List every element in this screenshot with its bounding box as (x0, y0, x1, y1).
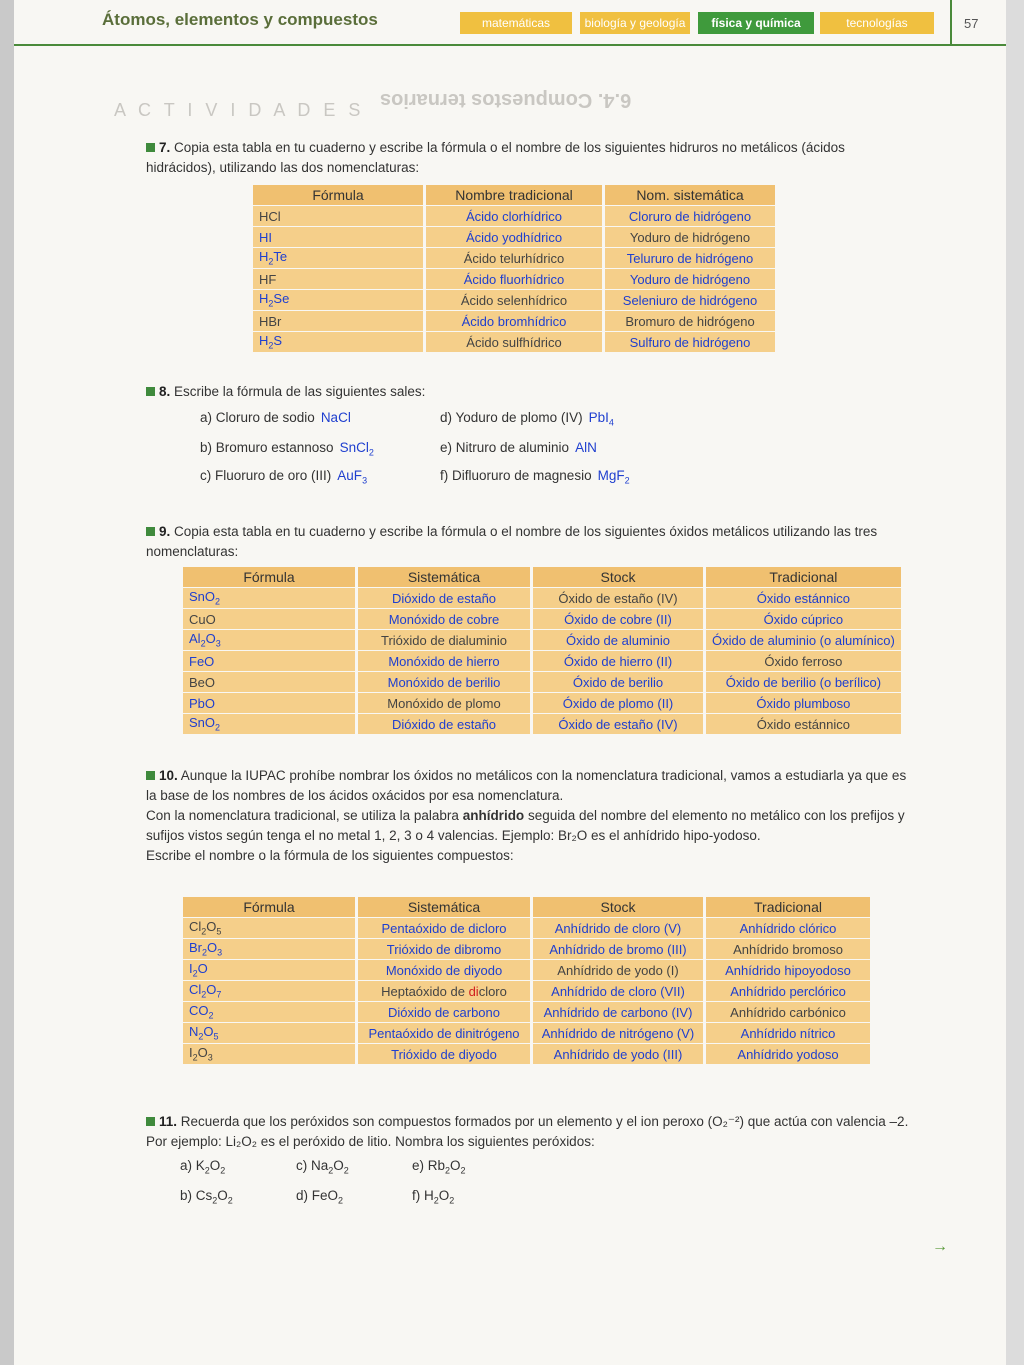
table-cell: Monóxido de cobre (358, 609, 530, 629)
salt-item (440, 410, 614, 428)
table-header: Tradicional (706, 567, 901, 587)
exercise-number: 8. (159, 384, 171, 399)
table-cell: $H_2Te$ (253, 248, 423, 268)
table-header: Fórmula (253, 185, 423, 205)
table-cell: Óxido de estaño (IV) (533, 588, 703, 608)
table-row (183, 918, 870, 938)
bleed-through-title: 6.4. Compuestos ternarios (380, 89, 632, 111)
table-cell: Ácido sulfhídrico (426, 332, 602, 352)
table-cell: Óxido estánnico (706, 714, 901, 734)
exercise-text: Copia esta tabla en tu cuaderno y escribe la fórmula o el nombre de los siguientes óxidos metálicos utilizando las tres nomenclaturas: (146, 524, 878, 559)
table-row (183, 693, 901, 713)
exercise-text-2a: Con la nomenclatura tradicional, se utiliza la palabra (146, 808, 463, 823)
bullet-square-icon (146, 143, 155, 152)
table-cell: FeO (183, 651, 355, 671)
table-cell: Sulfuro de hidrógeno (605, 332, 775, 352)
salt-item (200, 410, 351, 425)
exercise-text: Copia esta tabla en tu cuaderno y escribe la fórmula o el nombre de los siguientes hidruros no metálicos (ácidos hidrácidos), utilizando las dos nomenclaturas: (146, 140, 845, 175)
salt-label: c) Fluoruro de oro (III) (200, 468, 332, 483)
page-edge-shadow (0, 0, 14, 1365)
table-row (183, 1023, 870, 1043)
table-cell: Anhídrido de carbono (IV) (533, 1002, 703, 1022)
exercise-8 (146, 382, 916, 402)
exercise-number: 11. (159, 1114, 178, 1129)
table-row (183, 630, 901, 650)
table-cell: Heptaóxido de dicloro (358, 981, 530, 1001)
table-row (183, 981, 870, 1001)
exercise-text-2c: seguida del nombre del elemento no metálico con los prefijos y sufijos vistos según tenga el no metal 1, 2, 3 o 4 valencias. Ejemplo: Br₂O es el anhídrido hipo-yodoso. (146, 808, 905, 843)
table-cell: $CO_2$ (183, 1002, 355, 1022)
table-row (183, 672, 901, 692)
salt-answer: AlN (575, 440, 597, 455)
table-cell: Trióxido de diyodo (358, 1044, 530, 1064)
exercise-text: Recuerda que los peróxidos son compuestos formados por un elemento y el ion peroxo (O₂⁻²) que actúa con valencia –2. Por ejemplo: Li₂O₂ es el peróxido de litio. Nombra los siguientes peróxidos: (146, 1114, 909, 1149)
table-cell: HCl (253, 206, 423, 226)
metal-oxides-table (180, 566, 904, 735)
salt-answer: SnCl$_2$ (339, 440, 374, 458)
table-row (183, 609, 901, 629)
table-header: Sistemática (358, 567, 530, 587)
exercise-7 (146, 138, 916, 178)
table-header: Fórmula (183, 897, 355, 917)
table-row (253, 290, 775, 310)
exercise-number: 7. (159, 140, 171, 155)
table-row (183, 651, 901, 671)
table-row (253, 248, 775, 268)
table-cell: Anhídrido hipoyodoso (706, 960, 870, 980)
keyword-anhidrido: anhídrido (462, 808, 525, 823)
salt-label: e) Nitruro de aluminio (440, 440, 570, 455)
table-cell: Dióxido de carbono (358, 1002, 530, 1022)
table-header: Tradicional (706, 897, 870, 917)
salt-answer: PbI$_4$ (588, 410, 614, 428)
table-row (183, 588, 901, 608)
table-cell: BeO (183, 672, 355, 692)
table-cell: Anhídrido de yodo (III) (533, 1044, 703, 1064)
table-cell: Óxido de aluminio (o alumínico) (706, 630, 901, 650)
salt-answer: MgF$_2$ (597, 468, 630, 486)
peroxide-item: e) $Rb_2O_2$ (412, 1158, 466, 1176)
page-number: 57 (964, 16, 979, 31)
table-row (253, 269, 775, 289)
salt-item (440, 440, 597, 455)
table-row (253, 206, 775, 226)
table-cell: Anhídrido de cloro (V) (533, 918, 703, 938)
table-cell: Óxido ferroso (706, 651, 901, 671)
table-cell: Trióxido de dibromo (358, 939, 530, 959)
nonmetal-oxides-table (180, 896, 873, 1065)
tab-matematicas: matemáticas (460, 12, 572, 34)
salt-answer: AuF$_3$ (337, 468, 368, 486)
table-cell: $H_2Se$ (253, 290, 423, 310)
table-cell: Ácido clorhídrico (426, 206, 602, 226)
bullet-square-icon (146, 527, 155, 536)
hydrides-table (250, 184, 778, 353)
table-row (183, 714, 901, 734)
bullet-square-icon (146, 387, 155, 396)
table-cell: Óxido de aluminio (533, 630, 703, 650)
table-cell: Monóxido de plomo (358, 693, 530, 713)
table-cell: Óxido de berilio (533, 672, 703, 692)
salt-item (200, 468, 367, 486)
table-cell: Pentaóxido de dinitrógeno (358, 1023, 530, 1043)
table-header: Nombre tradicional (426, 185, 602, 205)
table-cell: PbO (183, 693, 355, 713)
table-cell: Anhídrido nítrico (706, 1023, 870, 1043)
table-cell: Óxido estánnico (706, 588, 901, 608)
table-cell: Anhídrido yodoso (706, 1044, 870, 1064)
table-cell: HI (253, 227, 423, 247)
table-cell: Óxido de hierro (II) (533, 651, 703, 671)
table-cell: Anhídrido clórico (706, 918, 870, 938)
table-row (183, 1002, 870, 1022)
table-cell: $Al_2O_3$ (183, 630, 355, 650)
table-cell: Óxido de berilio (o berílico) (706, 672, 901, 692)
table-cell: SnO$_2$ (183, 588, 355, 608)
chapter-title: Átomos, elementos y compuestos (102, 10, 378, 29)
table-cell: Anhídrido bromoso (706, 939, 870, 959)
table-cell: Óxido de estaño (IV) (533, 714, 703, 734)
table-cell: SnO$_2$ (183, 714, 355, 734)
table-cell: HF (253, 269, 423, 289)
table-cell: Monóxido de berilio (358, 672, 530, 692)
header-divider (950, 0, 952, 46)
table-cell: Ácido fluorhídrico (426, 269, 602, 289)
table-cell: $I_2O$ (183, 960, 355, 980)
table-cell: Anhídrido de bromo (III) (533, 939, 703, 959)
table-cell: Ácido yodhídrico (426, 227, 602, 247)
table-row (253, 311, 775, 331)
table-cell: $H_2S$ (253, 332, 423, 352)
table-header: Sistemática (358, 897, 530, 917)
tab-biologia: biología y geología (580, 12, 690, 34)
table-cell: Anhídrido de yodo (I) (533, 960, 703, 980)
salt-label: a) Cloruro de sodio (200, 410, 315, 425)
table-row (253, 332, 775, 352)
table-cell: Óxido de cobre (II) (533, 609, 703, 629)
table-row (253, 227, 775, 247)
peroxide-item: c) $Na_2O_2$ (296, 1158, 349, 1176)
table-cell: Anhídrido perclórico (706, 981, 870, 1001)
table-cell: Dióxido de estaño (358, 588, 530, 608)
table-cell: Dióxido de estaño (358, 714, 530, 734)
exercise-number: 10. (159, 768, 178, 783)
bullet-square-icon (146, 771, 155, 780)
table-cell: Anhídrido de cloro (VII) (533, 981, 703, 1001)
table-cell: Óxido cúprico (706, 609, 901, 629)
table-header: Stock (533, 897, 703, 917)
table-cell: Pentaóxido de dicloro (358, 918, 530, 938)
exercise-11 (146, 1112, 916, 1152)
table-cell: $Br_2O_3$ (183, 939, 355, 959)
table-cell: Ácido telurhídrico (426, 248, 602, 268)
table-cell: Ácido bromhídrico (426, 311, 602, 331)
table-cell: $N_2O_5$ (183, 1023, 355, 1043)
exercise-text-3: Escribe el nombre o la fórmula de los siguientes compuestos: (146, 848, 514, 863)
salt-item (200, 440, 374, 458)
table-cell: $I_2O_3$ (183, 1044, 355, 1064)
table-cell: Trióxido de dialuminio (358, 630, 530, 650)
exercise-10 (146, 766, 916, 866)
table-header: Fórmula (183, 567, 355, 587)
tab-tecnologias: tecnologías (820, 12, 934, 34)
bleed-through-actividades: A C T I V I D A D E S (114, 100, 365, 120)
exercise-9 (146, 522, 916, 562)
salt-label: b) Bromuro estannoso (200, 440, 334, 455)
salt-answer: NaCl (320, 410, 351, 425)
peroxide-item: d) FeO$_2$ (296, 1188, 344, 1206)
table-header: Stock (533, 567, 703, 587)
header-rule (14, 44, 1006, 46)
table-row (183, 960, 870, 980)
table-cell: Bromuro de hidrógeno (605, 311, 775, 331)
peroxide-item: b) $Cs_2O_2$ (180, 1188, 233, 1206)
table-cell: Telururo de hidrógeno (605, 248, 775, 268)
exercise-number: 9. (159, 524, 171, 539)
bullet-square-icon (146, 1117, 155, 1126)
table-cell: $Cl_2O_7$ (183, 981, 355, 1001)
exercise-text: Escribe la fórmula de las siguientes sales: (174, 384, 426, 399)
textbook-page (14, 0, 1006, 1365)
table-cell: Ácido selenhídrico (426, 290, 602, 310)
table-cell: Óxido plumboso (706, 693, 901, 713)
peroxide-item: a) $K_2O_2$ (180, 1158, 226, 1176)
table-cell: $Cl_2O_5$ (183, 918, 355, 938)
table-row (183, 1044, 870, 1064)
salt-label: d) Yoduro de plomo (IV) (440, 410, 583, 425)
table-header: Nom. sistemática (605, 185, 775, 205)
table-cell: Monóxido de hierro (358, 651, 530, 671)
tab-fisica-quimica: física y química (698, 12, 814, 34)
salt-item (440, 468, 630, 486)
table-cell: Yoduro de hidrógeno (605, 227, 775, 247)
salt-label: f) Difluoruro de magnesio (440, 468, 592, 483)
table-cell: CuO (183, 609, 355, 629)
table-cell: Yoduro de hidrógeno (605, 269, 775, 289)
peroxide-item: f) $H_2O_2$ (412, 1188, 455, 1206)
table-cell: Seleniuro de hidrógeno (605, 290, 775, 310)
next-page-arrow-icon: → (932, 1238, 948, 1255)
table-cell: HBr (253, 311, 423, 331)
table-row (183, 939, 870, 959)
exercise-text: Aunque la IUPAC prohíbe nombrar los óxidos no metálicos con la nomenclatura tradicional, vamos a estudiarla ya que es la base de los nombres de los ácidos oxácidos por esa nomenclatura. (146, 768, 907, 803)
table-cell: Anhídrido de nitrógeno (V) (533, 1023, 703, 1043)
table-cell: Cloruro de hidrógeno (605, 206, 775, 226)
table-cell: Óxido de plomo (II) (533, 693, 703, 713)
table-cell: Anhídrido carbónico (706, 1002, 870, 1022)
table-cell: Monóxido de diyodo (358, 960, 530, 980)
